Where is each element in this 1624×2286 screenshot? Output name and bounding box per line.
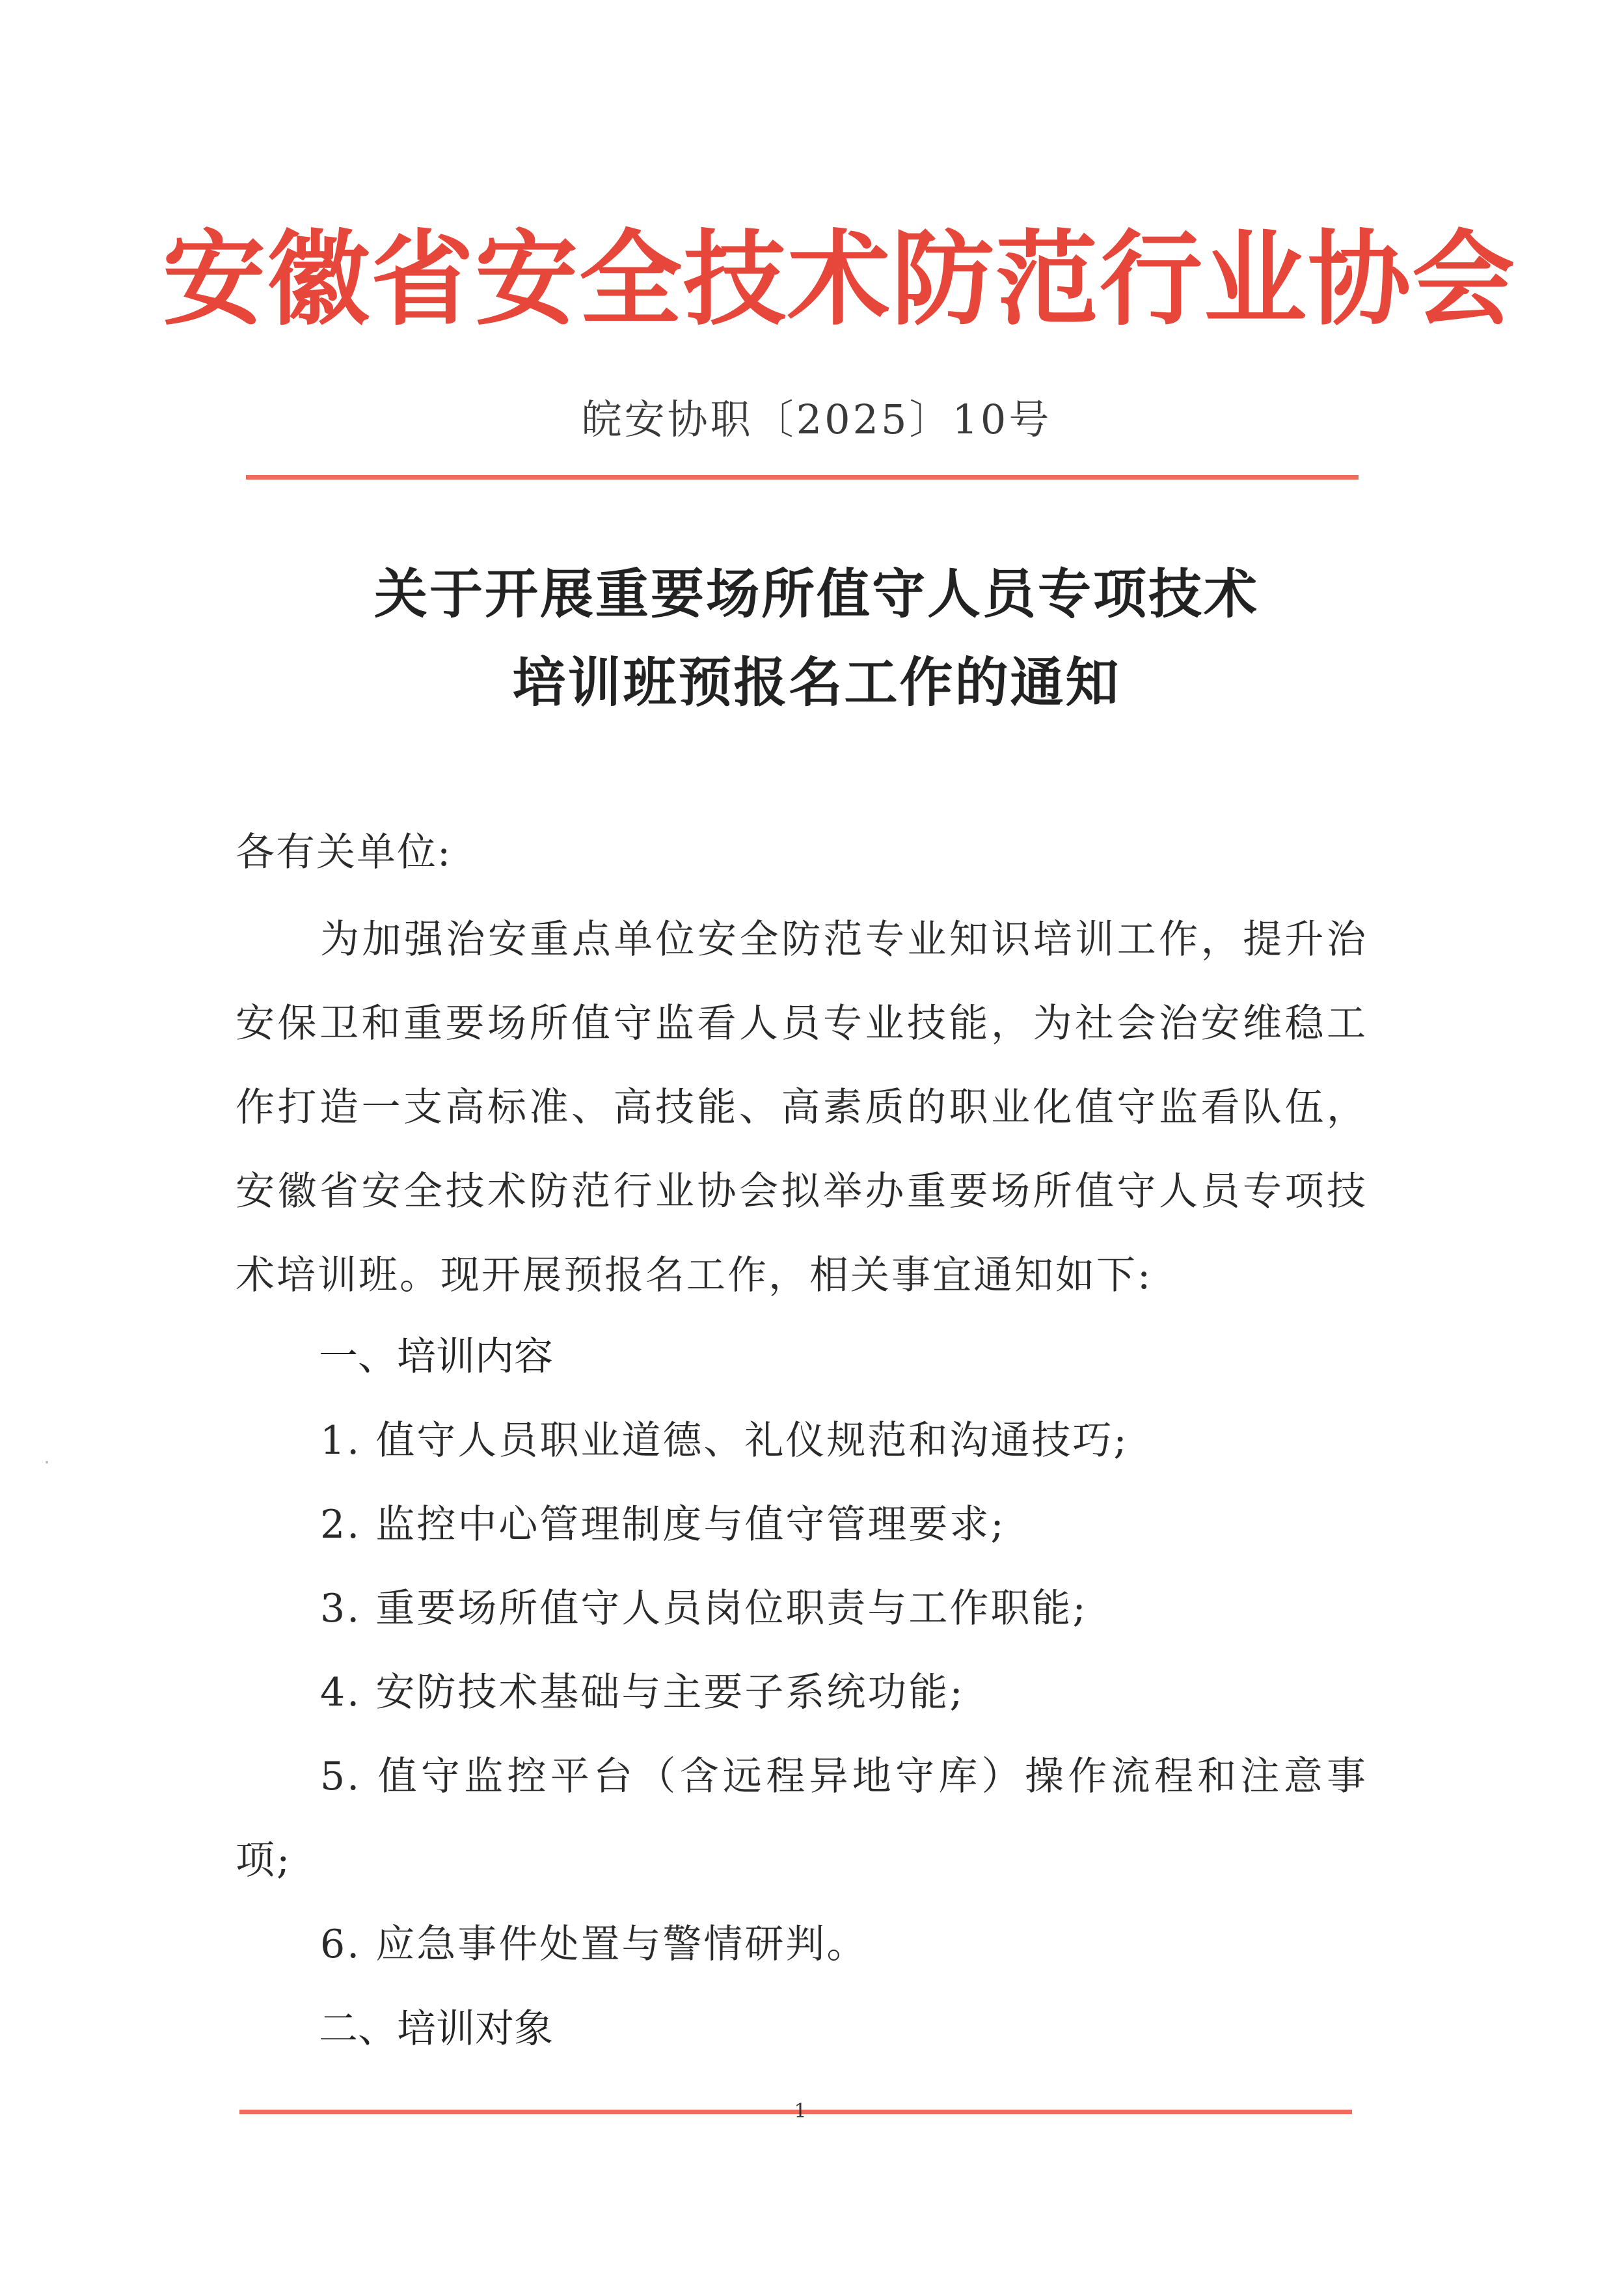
organization-header: 安徽省安全技术防范行业协会	[163, 219, 1516, 340]
section-heading-training-content: 一、培训内容	[319, 1334, 553, 1380]
list-item: 2. 监控中心管理制度与值守管理要求;	[320, 1502, 1006, 1547]
page-number: 1	[794, 2100, 807, 2123]
section-heading-training-target: 二、培训对象	[319, 2006, 553, 2052]
intro-paragraph: 为加强治安重点单位安全防范专业知识培训工作，提升治安保卫和重要场所值守监看人员专业技能，为社会治安维稳工作打造一支高标准、高技能、高素质的职业化值守监看队伍，安徽省安全技术防范行业协会拟举办重要场所值守人员专项技术培训班。现开展预报名工作，相关事宜通知如下:	[236, 917, 1368, 1298]
list-item: 6. 应急事件处置与警情研判。	[320, 1922, 868, 1967]
scan-artifact	[46, 1461, 48, 1463]
document-title	[163, 550, 1470, 727]
list-item: 1. 值守人员职业道德、礼仪规范和沟通技巧;	[320, 1418, 1129, 1463]
list-item: 5. 值守监控平台（含远程异地守库）操作流程和注意事项;	[236, 1754, 1368, 1883]
list-item: 3. 重要场所值守人员岗位职责与工作职能;	[320, 1586, 1088, 1631]
title-line-1: 关于开展重要场所值守人员专项技术	[373, 563, 1259, 625]
document-number: 皖安协职〔2025〕10号	[581, 396, 1052, 443]
header-divider	[246, 475, 1359, 480]
title-line-2: 培训班预报名工作的通知	[512, 651, 1121, 714]
list-item: 4. 安防技术基础与主要子系统功能;	[320, 1670, 965, 1715]
salutation: 各有关单位:	[236, 830, 452, 875]
